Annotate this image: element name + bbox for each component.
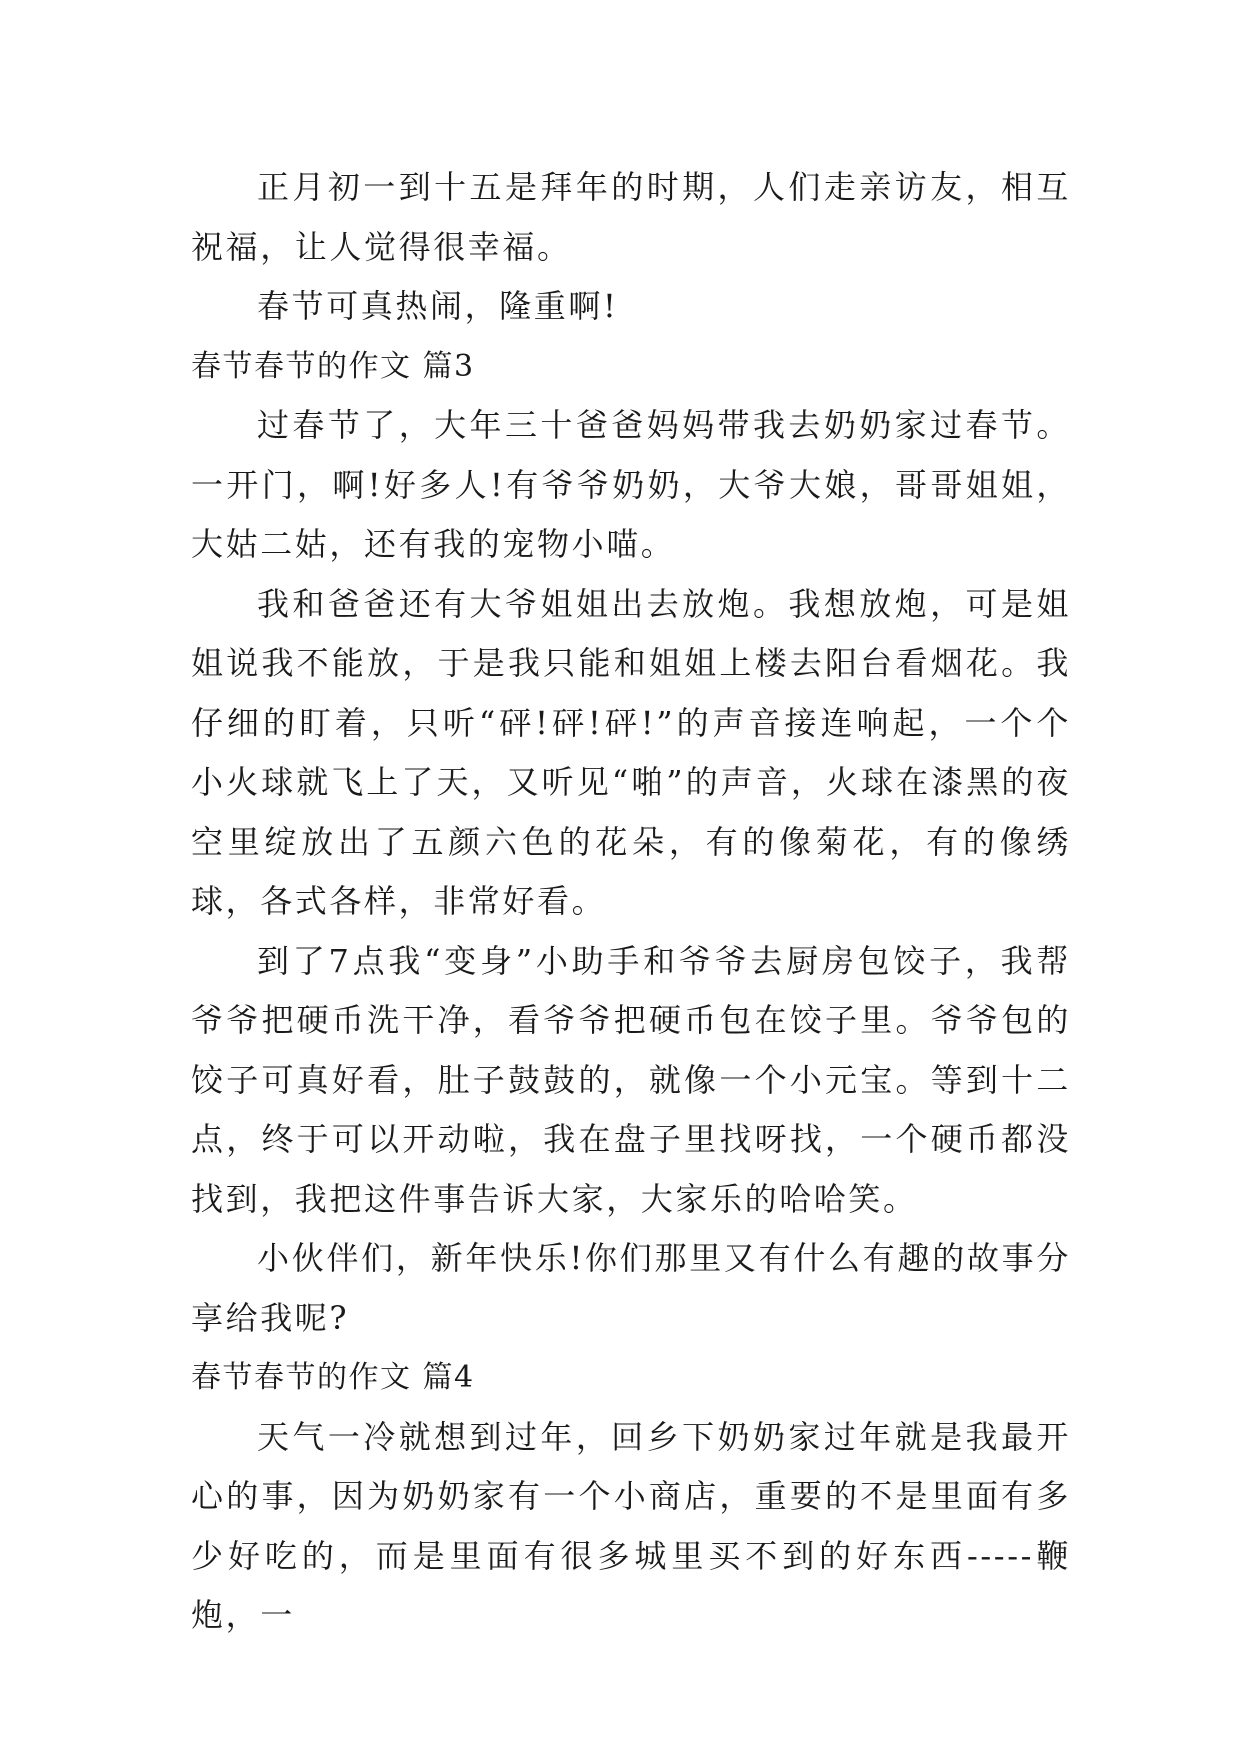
section-heading-part-4: 春节春节的作文 篇4 [191, 1360, 475, 1395]
paragraph-festival-lively: 春节可真热闹，隆重啊! [257, 287, 619, 325]
section-heading-part-3: 春节春节的作文 篇3 [191, 348, 475, 384]
paragraph-dumplings: 到了7点我“变身”小助手和爷爷去厨房包饺子，我帮爷爷把硬币洗干净，看爷爷把硬币包在饺子里。爷爷包的饺子可真好看，肚子鼓鼓的，就像一个小元宝。等到十二点，终于可以开动啦，我在盘子里找呀找，一个硬币都没找到，我把这件事告诉大家，大家乐的哈哈笑。 [191, 941, 1071, 1218]
document-body [191, 158, 1071, 1646]
paragraph-new-year-visits: 正月初一到十五是拜年的时期，人们走亲访友，相互祝福，让人觉得很幸福。 [191, 168, 1071, 266]
paragraph-happy-new-year: 小伙伴们，新年快乐!你们那里又有什么有趣的故事分享给我呢? [191, 1239, 1071, 1337]
paragraph-grandma-house: 过春节了，大年三十爸爸妈妈带我去奶奶家过春节。一开门，啊!好多人!有爷爷奶奶，大爷大娘，哥哥姐姐，大姑二姑，还有我的宠物小喵。 [191, 406, 1071, 563]
paragraph-firecrackers: 天气一冷就想到过年，回乡下奶奶家过年就是我最开心的事，因为奶奶家有一个小商店，重要的不是里面有多少好吃的，而是里面有很多城里买不到的好东西-----鞭炮，一 [191, 1417, 1071, 1634]
paragraph-fireworks: 我和爸爸还有大爷姐姐出去放炮。我想放炮，可是姐姐说我不能放，于是我只能和姐姐上楼去阳台看烟花。我仔细的盯着，只听“砰!砰!砰!”的声音接连响起，一个个小火球就飞上了天，又听见“啪”的声音，火球在漆黑的夜空里绽放出了五颜六色的花朵，有的像菊花，有的像绣球，各式各样，非常好看。 [191, 584, 1071, 920]
